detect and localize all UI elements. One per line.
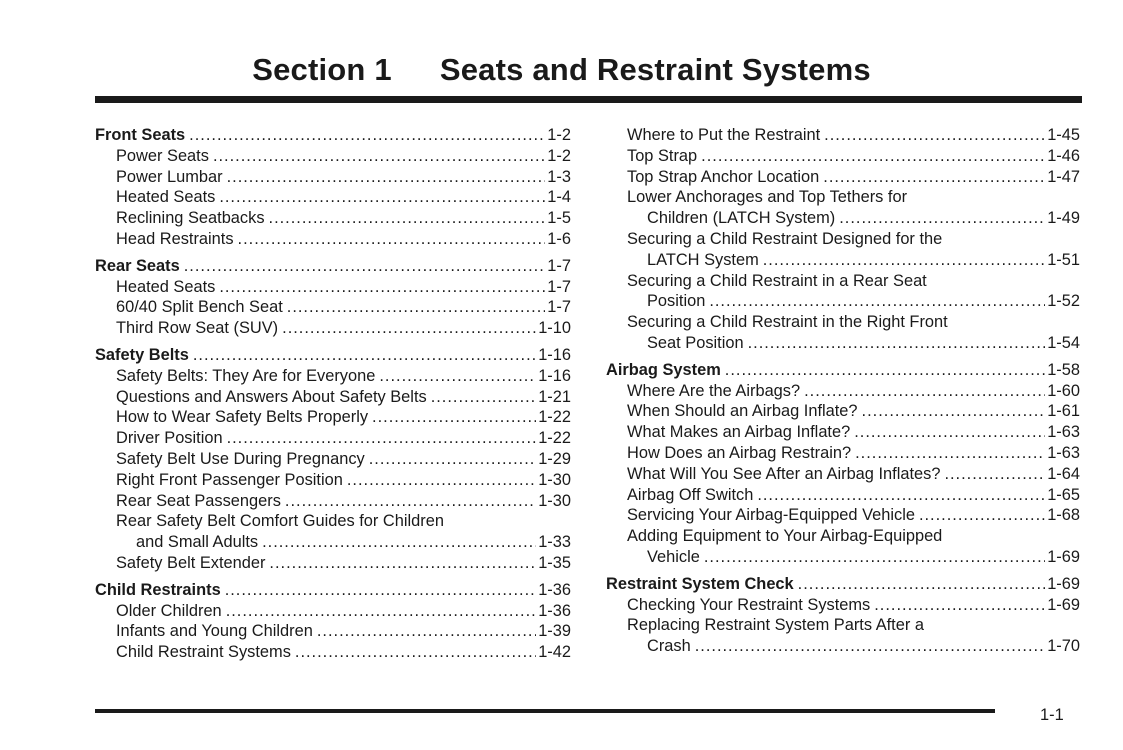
toc-entry[interactable] (95, 187, 571, 208)
leader-dots (287, 297, 546, 318)
leader-dots (213, 146, 545, 167)
toc-entry[interactable] (606, 312, 1080, 333)
toc-entry-title: Front Seats (95, 126, 186, 144)
toc-entry[interactable] (606, 595, 1080, 616)
leader-dots (855, 443, 1045, 464)
toc-entry-title: Seat Position (647, 333, 744, 352)
toc-entry[interactable] (606, 636, 1080, 657)
toc-entry[interactable] (95, 553, 571, 574)
toc-entry[interactable] (95, 229, 571, 250)
toc-entry-page: 1-49 (1047, 209, 1080, 228)
leader-dots (757, 485, 1045, 506)
toc-entry-page: 1-35 (538, 553, 571, 572)
leader-dots (238, 229, 546, 250)
leader-dots (189, 125, 545, 146)
toc-entry[interactable] (606, 187, 1080, 208)
leader-dots (227, 428, 537, 449)
toc-entry-title: Third Row Seat (SUV) (116, 319, 279, 338)
title-rule (95, 96, 1082, 103)
toc-entry[interactable] (95, 449, 571, 470)
toc-entry-title: Safety Belt Use During Pregnancy (116, 449, 365, 468)
toc-entry[interactable] (95, 621, 571, 642)
toc-entry-title: Right Front Passenger Position (116, 470, 343, 489)
toc-entry-title: Securing a Child Restraint in a Rear Seat (627, 271, 927, 290)
toc-entry[interactable] (606, 250, 1080, 271)
page-number: 1-1 (1040, 706, 1064, 724)
toc-entry-title: Adding Equipment to Your Airbag-Equipped (627, 527, 943, 546)
toc-heading[interactable] (95, 345, 571, 366)
leader-dots (709, 291, 1045, 312)
leader-dots (193, 345, 536, 366)
toc-entry[interactable] (606, 146, 1080, 167)
toc-entry-title: Safety Belts: They Are for Everyone (116, 366, 376, 385)
toc-entry[interactable] (606, 381, 1080, 402)
toc-entry[interactable] (606, 443, 1080, 464)
toc-entry-page: 1-22 (538, 408, 571, 427)
toc-entry[interactable] (606, 208, 1080, 229)
toc-heading[interactable] (95, 256, 571, 277)
toc-entry-title: How Does an Airbag Restrain? (627, 443, 852, 462)
leader-dots (369, 449, 536, 470)
toc-entry-title: Driver Position (116, 429, 223, 448)
leader-dots (704, 547, 1045, 568)
toc-entry-title: LATCH System (647, 250, 759, 269)
leader-dots (763, 250, 1045, 271)
leader-dots (431, 387, 536, 408)
toc-entry-page: 1-39 (538, 622, 571, 641)
toc-entry-page: 1-46 (1047, 146, 1080, 165)
leader-dots (285, 491, 536, 512)
toc-entry-title: Where Are the Airbags? (627, 381, 801, 400)
toc-entry-title: When Should an Airbag Inflate? (627, 402, 858, 421)
toc-entry[interactable] (95, 407, 571, 428)
toc-heading[interactable] (95, 580, 571, 601)
toc-entry-title: Children (LATCH System) (647, 209, 836, 228)
toc-entry[interactable] (606, 229, 1080, 250)
toc-entry-title: Top Strap (627, 146, 698, 165)
toc-entry-page: 1-69 (1047, 595, 1080, 614)
toc-entry-page: 1-36 (538, 580, 571, 599)
toc-entry[interactable] (606, 615, 1080, 636)
toc-entry[interactable] (606, 505, 1080, 526)
toc-column-left (95, 125, 571, 663)
toc-entry-title: Power Lumbar (116, 167, 223, 186)
toc-entry-title: Lower Anchorages and Top Tethers for (627, 188, 908, 207)
toc-entry-title: Crash (647, 637, 691, 656)
toc-entry-title: Securing a Child Restraint Designed for the (627, 229, 943, 248)
leader-dots (824, 125, 1045, 146)
toc-entry-title: and Small Adults (136, 533, 259, 552)
toc-entry[interactable] (95, 318, 571, 339)
toc-entry-page: 1-5 (547, 209, 571, 228)
leader-dots (262, 532, 536, 553)
toc-entry[interactable] (95, 167, 571, 188)
leader-dots (295, 642, 536, 663)
toc-entry[interactable] (95, 297, 571, 318)
toc-entry[interactable] (95, 532, 571, 553)
toc-entry-page: 1-64 (1047, 464, 1080, 483)
toc-entry[interactable] (606, 485, 1080, 506)
toc-heading[interactable] (606, 360, 1080, 381)
leader-dots (695, 636, 1045, 657)
toc-entry-title: Position (647, 292, 706, 311)
toc-entry-title: Safety Belts (95, 345, 189, 364)
toc-entry[interactable] (606, 125, 1080, 146)
toc-entry-title: Vehicle (647, 547, 700, 566)
section-name: Seats and Restraint Systems (439, 52, 871, 87)
toc-entry-page: 1-54 (1047, 333, 1080, 352)
section-title (0, 52, 1123, 88)
toc-entry-page: 1-65 (1047, 485, 1080, 504)
toc-entry-page: 1-60 (1047, 381, 1080, 400)
toc-entry[interactable] (606, 526, 1080, 547)
toc-entry-title: 60/40 Split Bench Seat (116, 298, 283, 317)
toc-column-right (606, 125, 1080, 657)
toc-entry-title: Heated Seats (116, 188, 216, 207)
toc-entry-page: 1-68 (1047, 506, 1080, 525)
leader-dots (854, 422, 1045, 443)
toc-entry-page: 1-45 (1047, 126, 1080, 144)
toc-heading[interactable] (95, 125, 571, 146)
toc-entry-page: 1-42 (538, 643, 571, 662)
leader-dots (269, 208, 546, 229)
leader-dots (219, 277, 545, 298)
toc-entry-title: Safety Belt Extender (116, 553, 266, 572)
toc-entry[interactable] (606, 547, 1080, 568)
toc-entry-page: 1-7 (547, 256, 571, 275)
toc-entry[interactable] (95, 642, 571, 663)
leader-dots (701, 146, 1045, 167)
toc-entry-title: Questions and Answers About Safety Belts (116, 387, 427, 406)
toc-entry[interactable] (606, 167, 1080, 188)
toc-entry-page: 1-63 (1047, 423, 1080, 442)
toc-entry[interactable] (606, 464, 1080, 485)
toc-entry-page: 1-16 (538, 366, 571, 385)
toc-entry[interactable] (95, 146, 571, 167)
toc-entry-title: Checking Your Restraint Systems (627, 595, 871, 614)
toc-entry-title: What Makes an Airbag Inflate? (627, 423, 851, 442)
toc-entry-title: Servicing Your Airbag-Equipped Vehicle (627, 506, 915, 525)
toc-entry-page: 1-69 (1047, 547, 1080, 566)
leader-dots (874, 595, 1045, 616)
toc-entry-page: 1-7 (547, 298, 571, 317)
toc-entry-page: 1-29 (538, 449, 571, 468)
toc-entry[interactable] (95, 428, 571, 449)
leader-dots (269, 553, 536, 574)
leader-dots (226, 601, 537, 622)
leader-dots (823, 167, 1045, 188)
toc-entry-title: Infants and Young Children (116, 622, 313, 641)
toc-entry[interactable] (95, 511, 571, 532)
section-label: Section 1 (252, 52, 392, 87)
leader-dots (282, 318, 536, 339)
toc-entry-title: What Will You See After an Airbag Inflates? (627, 464, 941, 483)
leader-dots (919, 505, 1045, 526)
toc-entry-page: 1-22 (538, 429, 571, 448)
toc-entry-page: 1-21 (538, 387, 571, 406)
toc-entry-page: 1-30 (538, 491, 571, 510)
toc-entry-page: 1-2 (547, 146, 571, 165)
toc-entry-page: 1-52 (1047, 292, 1080, 311)
toc-entry-title: Rear Safety Belt Comfort Guides for Children (116, 512, 444, 531)
toc-entry[interactable] (606, 271, 1080, 292)
leader-dots (347, 470, 536, 491)
leader-dots (372, 407, 536, 428)
footer-rule (95, 709, 995, 713)
toc-entry-title: Rear Seat Passengers (116, 491, 281, 510)
toc-entry-title: Rear Seats (95, 256, 180, 275)
leader-dots (748, 333, 1046, 354)
leader-dots (944, 464, 1045, 485)
toc-entry-title: Airbag System (606, 360, 721, 379)
leader-dots (798, 574, 1046, 595)
toc-entry-page: 1-30 (538, 470, 571, 489)
toc-entry[interactable] (95, 601, 571, 622)
toc-entry-page: 1-4 (547, 188, 571, 207)
toc-entry-page: 1-63 (1047, 443, 1080, 462)
toc-entry-page: 1-6 (547, 229, 571, 248)
leader-dots (219, 187, 545, 208)
toc-entry-page: 1-47 (1047, 167, 1080, 186)
toc-entry-page: 1-51 (1047, 250, 1080, 269)
leader-dots (804, 381, 1045, 402)
toc-entry[interactable] (95, 387, 571, 408)
leader-dots (862, 401, 1046, 422)
toc-entry[interactable] (606, 291, 1080, 312)
leader-dots (839, 208, 1045, 229)
toc-entry[interactable] (95, 208, 571, 229)
toc-entry-page: 1-61 (1047, 402, 1080, 421)
toc-entry[interactable] (95, 491, 571, 512)
toc-entry-page: 1-58 (1047, 360, 1080, 379)
leader-dots (184, 256, 546, 277)
toc-entry-title: Airbag Off Switch (627, 485, 754, 504)
leader-dots (227, 167, 546, 188)
leader-dots (725, 360, 1045, 381)
toc-entry-title: Older Children (116, 601, 222, 620)
toc-entry-title: Top Strap Anchor Location (627, 167, 820, 186)
toc-entry-title: Reclining Seatbacks (116, 209, 265, 228)
toc-entry[interactable] (95, 366, 571, 387)
toc-entry-title: How to Wear Safety Belts Properly (116, 408, 369, 427)
toc-entry-title: Heated Seats (116, 277, 216, 296)
toc-entry-page: 1-69 (1047, 574, 1080, 593)
toc-entry[interactable] (95, 277, 571, 298)
toc-entry-title: Replacing Restraint System Parts After a (627, 616, 924, 635)
toc-heading[interactable] (606, 574, 1080, 595)
toc-entry-page: 1-7 (547, 277, 571, 296)
toc-entry-title: Power Seats (116, 146, 209, 165)
leader-dots (317, 621, 536, 642)
toc-entry-title: Securing a Child Restraint in the Right Front (627, 313, 948, 332)
toc-entry-page: 1-70 (1047, 637, 1080, 656)
toc-entry-page: 1-36 (538, 601, 571, 620)
toc-entry-title: Child Restraint Systems (116, 643, 291, 662)
toc-entry[interactable] (606, 401, 1080, 422)
toc-entry-title: Restraint System Check (606, 574, 794, 593)
toc-entry-title: Child Restraints (95, 580, 221, 599)
toc-entry[interactable] (95, 470, 571, 491)
leader-dots (379, 366, 536, 387)
toc-entry[interactable] (606, 333, 1080, 354)
toc-entry-page: 1-33 (538, 533, 571, 552)
toc-entry-title: Where to Put the Restraint (627, 126, 821, 144)
toc-entry-title: Head Restraints (116, 229, 234, 248)
leader-dots (225, 580, 537, 601)
toc-entry-page: 1-3 (547, 167, 571, 186)
toc-entry[interactable] (606, 422, 1080, 443)
toc-entry-page: 1-2 (547, 126, 571, 144)
toc-entry-page: 1-10 (538, 319, 571, 338)
toc-entry-page: 1-16 (538, 345, 571, 364)
